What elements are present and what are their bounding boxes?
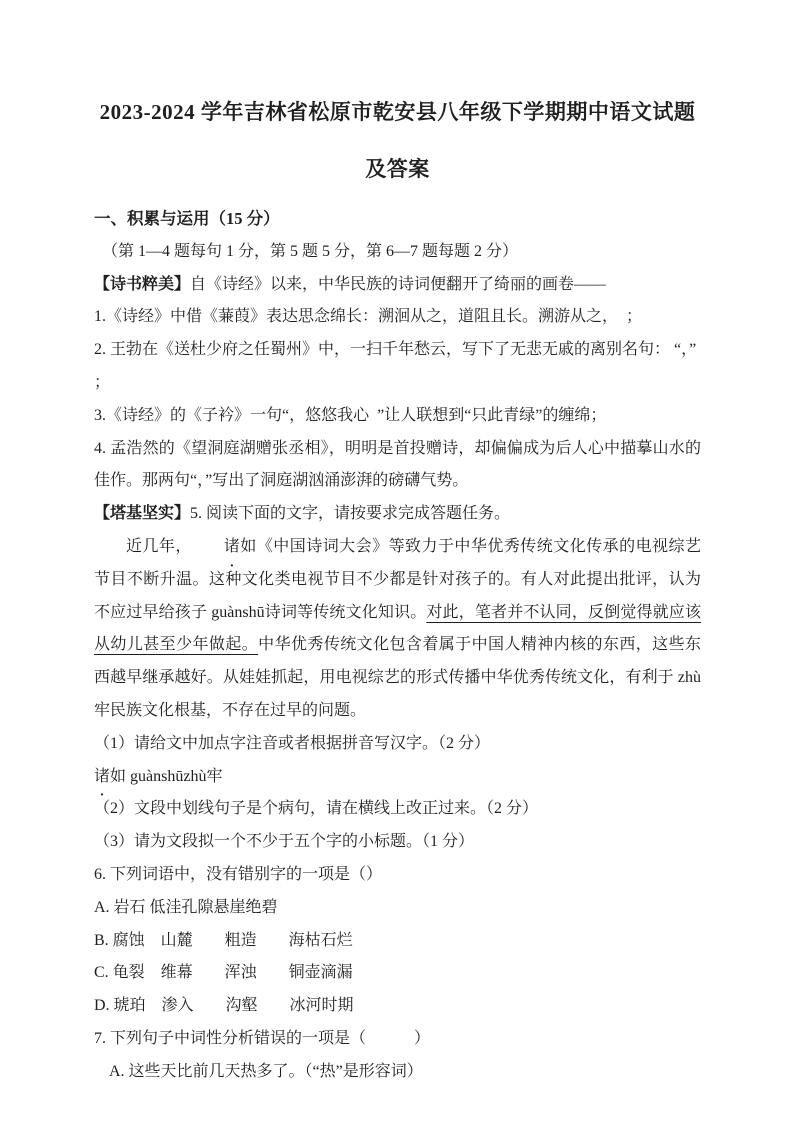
question-6-option-c: C. 龟裂 维幕 浑浊 铜壶滴漏 <box>94 964 353 982</box>
reading-lead-text: 5. 阅读下面的文字，请按要求完成答题任务。 <box>190 505 511 523</box>
subquestion-2: （2）文段中划线句子是个病句，请在横线上改正过来。（2 分） <box>94 800 539 818</box>
question-7-stem: 7. 下列句子中词性分析错误的一项是（ ） <box>94 1029 431 1047</box>
pinyin-rest: 如 guànshūzhù牢 <box>110 767 223 785</box>
subquestion-3: （3）请为文段拟一个不少于五个字的小标题。（1 分） <box>94 833 475 851</box>
poetry-intro-text: 自《诗经》以来，中华民族的诗词便翻开了绮丽的画卷—— <box>190 275 607 293</box>
pinyin-dotted-char: 诸 <box>94 767 111 785</box>
doc-title-line1: 2023-2024 学年吉林省松原市乾安县八年级下学期期中语文试题 <box>99 100 696 124</box>
pinyin-answer-line <box>94 761 701 794</box>
fill-blank-item-1: 1.《诗经》中借《蒹葭》表达思念绵长：溯洄从之，道阻且长。溯游从之， ； <box>94 308 643 326</box>
question-6-option-a: A. 岩石 低洼孔隙悬崖绝碧 <box>94 898 278 916</box>
passage-dotted-char: 诸 <box>223 537 240 555</box>
poetry-tag: 【诗书粹美】 <box>94 275 191 293</box>
passage-pre: 近几年， <box>126 537 192 555</box>
reading-lead <box>94 498 701 531</box>
reading-passage <box>94 531 701 728</box>
section-heading: 一、积累与运用（15 分） <box>94 209 280 228</box>
poetry-intro <box>94 269 701 302</box>
question-7-option-a: A. 这些天比前几天热多了。（“热”是形容词） <box>109 1062 423 1080</box>
question-6-option-b: B. 腐蚀 山麓 粗造 海枯石烂 <box>94 931 353 949</box>
score-note: （第 1—4 题每句 1 分，第 5 题 5 分，第 6—7 题每题 2 分） <box>102 242 519 260</box>
doc-body <box>94 203 701 1089</box>
question-6-option-d: D. 琥珀 渗入 沟壑 冰河时期 <box>94 997 354 1015</box>
fill-blank-item-3: 3.《诗经》的《子衿》一句“，悠悠我心 ”让人联想到“只此青绿”的缠绵； <box>94 406 607 424</box>
fill-blank-item-4: 4. 孟浩然的《望洞庭湖赠张丞相》，明明是首投赠诗，却偏偏成为后人心中描摹山水的佳作。那两句“，”写出了洞庭湖汹涌澎湃的磅礴气势。 <box>94 439 701 490</box>
subquestion-1: （1）请给文中加点字注音或者根据拼音写汉字。（2 分） <box>94 734 491 752</box>
passage-post: 中华优秀传统文化包含着属于中国人精神内核的东西，这些东西越早继承越好。从娃娃抓起，用电视综艺的形式传播中华优秀传统文化，有利于 zhù牢民族文化根基，不存在过早的问题。 <box>94 636 701 719</box>
passage-underlined-sentence: 对此，笔者并不认同，反倒觉得就应该从幼儿甚至少年做起。 <box>94 603 701 654</box>
passage-mid: 如《中国诗词大会》等致力于中华优秀传统文化传承的电视综艺节目不断升温。这种文化类电视节目不少都是针对孩子的。有人对此提出批评，认为不应过早给孩子 guànshū诗词等传统文化知识。 <box>94 537 701 621</box>
question-6-stem: 6. 下列词语中，没有错别字的一项是（） <box>94 865 383 883</box>
reading-tag: 【塔基坚实】 <box>94 505 191 523</box>
doc-title-line2: 及答案 <box>365 157 430 181</box>
fill-blank-item-2: 2. 王勃在《送杜少府之任蜀州》中，一扫千年愁云，写下了无悲无戚的离别名句： “，” ； <box>94 341 701 391</box>
